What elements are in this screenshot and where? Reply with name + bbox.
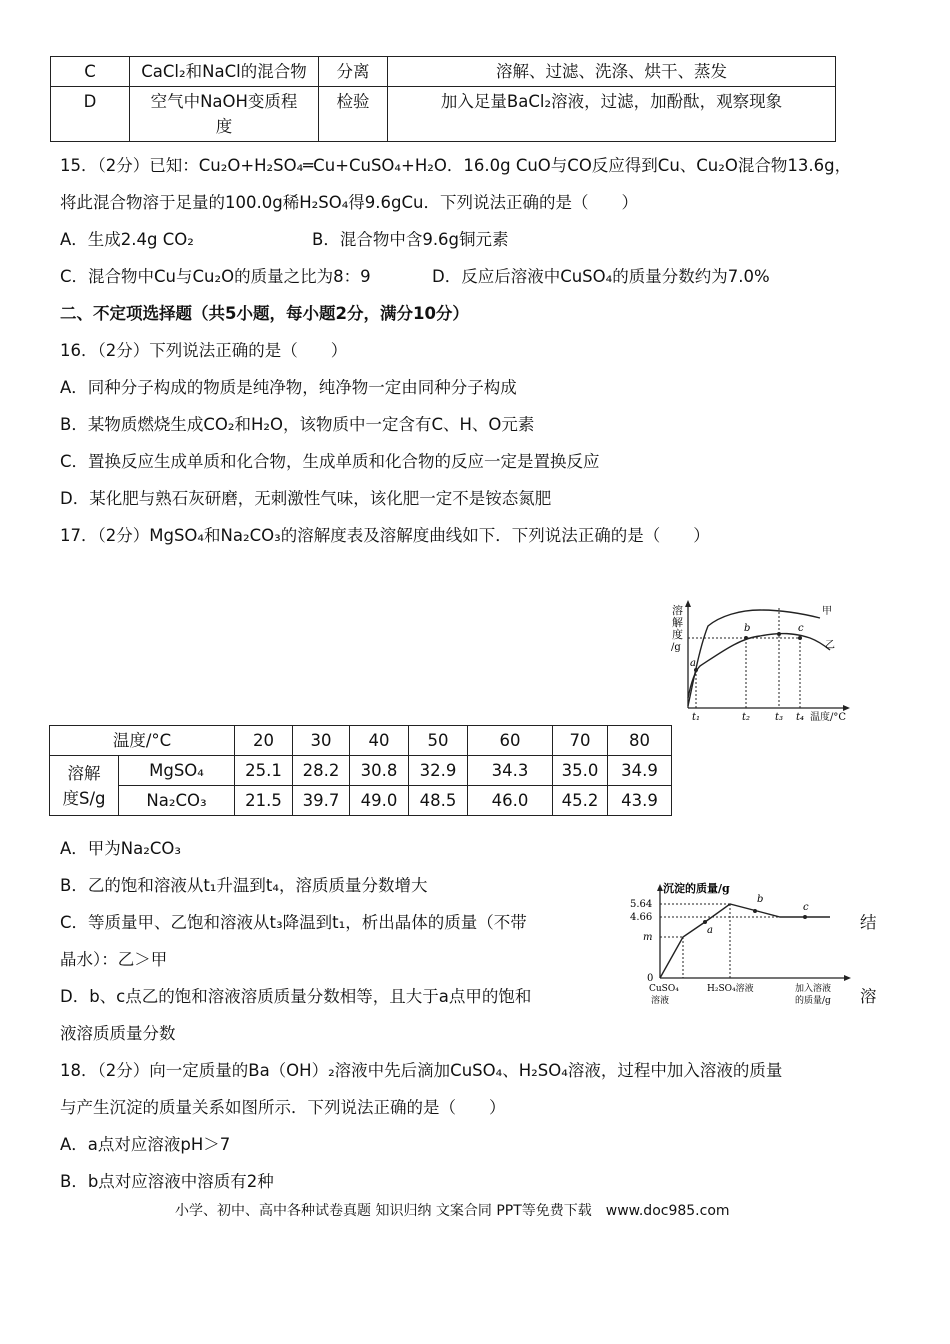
row-group-label [50,756,119,816]
row-group-line2: 度S/g [62,788,106,808]
x-label-added-2: 的质量/g [795,996,831,1006]
point-b [744,636,748,640]
value-cell: 32.9 [409,756,468,786]
label-c: c [803,902,809,913]
substance-name: Na₂CO₃ [119,786,235,816]
q16-option-a: A．同种分子构成的物质是纯净物，纯净物一定由同种分子构成 [60,378,517,397]
value-cell: 45.2 [553,786,608,816]
q16-option-c: C．置换反应生成单质和化合物，生成单质和化合物的反应一定是置换反应 [60,452,600,471]
row-id: C [51,57,130,87]
row-item [130,87,319,142]
value-cell: 46.0 [468,786,553,816]
label-jia: 甲 [822,606,832,617]
q15-option-a: A．生成2.4g CO₂ [60,230,194,249]
row-item: CaCl₂和NaCl的混合物 [130,57,319,87]
label-a: a [690,658,696,669]
temp-cell: 20 [235,726,293,756]
point-a [703,920,707,924]
value-cell: 34.3 [468,756,553,786]
q17-option-d-tail: 溶 [860,987,877,1006]
q18-line1: 18．（2分）向一定质量的Ba（OH）₂溶液中先后滴加CuSO₄、H₂SO₄溶液，过程中加入溶液的质量 [60,1061,783,1080]
point-c [803,915,807,919]
temp-cell: 30 [293,726,350,756]
y-label-2: 解 [672,616,683,629]
tick-t2: t₂ [742,712,751,723]
value-cell: 35.0 [553,756,608,786]
label-b: b [757,894,764,905]
q17-option-c-line2: 晶水）：乙＞甲 [60,950,168,969]
value-cell: 43.9 [608,786,672,816]
x-label-added: 加入溶液 [795,984,832,994]
y-label-4: /g [671,642,681,653]
q15-option-b: B．混合物中含9.6g铜元素 [312,230,509,249]
y-label: 沉淀的质量/g [663,882,730,895]
precipitate-chart [625,880,855,1015]
row-group-line1: 溶解 [67,763,101,783]
point-b [753,909,757,913]
q15-option-c: C．混合物中Cu与Cu₂O的质量之比为8：9 [60,267,371,286]
tick-t1: t₁ [692,712,701,723]
row-item-line2: 度 [215,117,233,136]
y-tick-564: 5.64 [630,899,653,910]
x-label: 温度/°C [810,712,847,723]
x-label-cuso4: CuSO₄ [649,984,679,994]
temp-header: 温度/°C [50,726,235,756]
table-row [50,786,672,816]
table-row [51,87,836,142]
label-yi: 乙 [825,640,835,651]
label-b: b [744,623,751,634]
tick-t4: t₄ [796,712,805,723]
table-row [50,756,672,786]
x-arrow-icon [843,705,850,711]
row-method: 加入足量BaCl₂溶液，过滤，加酚酞，观察现象 [388,87,836,142]
q17-option-b: B．乙的饱和溶液从t₁升温到t₄，溶质质量分数增大 [60,876,428,895]
top-table [50,56,836,142]
label-c: c [798,623,804,634]
solubility-chart [660,598,865,728]
footer-text: 小学、初中、高中各种试卷真题 知识归纳 文案合同 PPT等免费下载 www.doc985.com [175,1203,730,1219]
curve-yi [688,634,830,698]
point-peak [777,632,781,636]
value-cell: 30.8 [350,756,409,786]
value-cell: 34.9 [608,756,672,786]
value-cell: 49.0 [350,786,409,816]
x-arrow-icon [844,975,851,981]
row-method: 溶解、过滤、洗涤、烘干、蒸发 [388,57,836,87]
q17-option-c-line1: C．等质量甲、乙饱和溶液从t₃降温到t₁，析出晶体的质量（不带 [60,913,527,932]
x-label-h2so4: H₂SO₄溶液 [707,984,754,994]
q17-option-d-line1: D．b、c点乙的饱和溶液溶质质量分数相等，且大于a点甲的饱和 [60,987,532,1006]
y-tick-m: m [643,932,653,943]
value-cell: 28.2 [293,756,350,786]
q17-option-d-line2: 液溶质质量分数 [60,1024,176,1043]
section-title: 二、不定项选择题（共5小题，每小题2分，满分10分） [60,304,469,323]
q15-line1: 15．（2分）已知：Cu₂O+H₂SO₄═Cu+CuSO₄+H₂O．16.0g CuO与CO反应得到Cu、Cu₂O混合物13.6g， [60,156,852,175]
substance-name: MgSO₄ [119,756,235,786]
temp-cell: 80 [608,726,672,756]
value-cell: 48.5 [409,786,468,816]
solubility-table [49,725,672,816]
table-row [51,57,836,87]
temp-cell: 40 [350,726,409,756]
row-id: D [51,87,130,142]
row-purpose: 检验 [319,87,388,142]
q16-stem: 16．（2分）下列说法正确的是（ ） [60,341,348,360]
q17-option-c-tail: 结 [860,913,877,932]
q17-option-a: A．甲为Na₂CO₃ [60,839,181,858]
point-c [798,636,802,640]
y-label-3: 度 [672,628,683,641]
table-row [50,726,672,756]
value-cell: 39.7 [293,786,350,816]
q18-option-b: B．b点对应溶液中溶质有2种 [60,1172,274,1191]
q17-stem: 17．（2分）MgSO₄和Na₂CO₃的溶解度表及溶解度曲线如下．下列说法正确的是（ ） [60,526,710,545]
temp-cell: 50 [409,726,468,756]
value-cell: 21.5 [235,786,293,816]
temp-cell: 70 [553,726,608,756]
label-a: a [707,925,713,936]
temp-cell: 60 [468,726,553,756]
q18-option-a: A．a点对应溶液pH＞7 [60,1135,231,1154]
y-tick-466: 4.66 [630,912,653,923]
x-label-cuso4-2: 溶液 [651,996,670,1006]
row-item-line1: 空气中NaOH变质程 [150,92,298,111]
value-cell: 25.1 [235,756,293,786]
y-label-1: 溶 [672,604,683,617]
q16-option-d: D．某化肥与熟石灰研磨，无刺激性气味，该化肥一定不是铵态氮肥 [60,489,552,508]
q16-option-b: B．某物质燃烧生成CO₂和H₂O，该物质中一定含有C、H、O元素 [60,415,535,434]
y-arrow-icon [685,600,691,607]
q18-line2: 与产生沉淀的质量关系如图所示．下列说法正确的是（ ） [60,1098,506,1117]
q15-option-d: D．反应后溶液中CuSO₄的质量分数约为7.0% [432,267,770,286]
q15-line2: 将此混合物溶于足量的100.0g稀H₂SO₄得9.6gCu．下列说法正确的是（ ） [60,193,638,212]
row-purpose: 分离 [319,57,388,87]
tick-t3: t₃ [775,712,784,723]
y-tick-0: 0 [647,973,654,984]
